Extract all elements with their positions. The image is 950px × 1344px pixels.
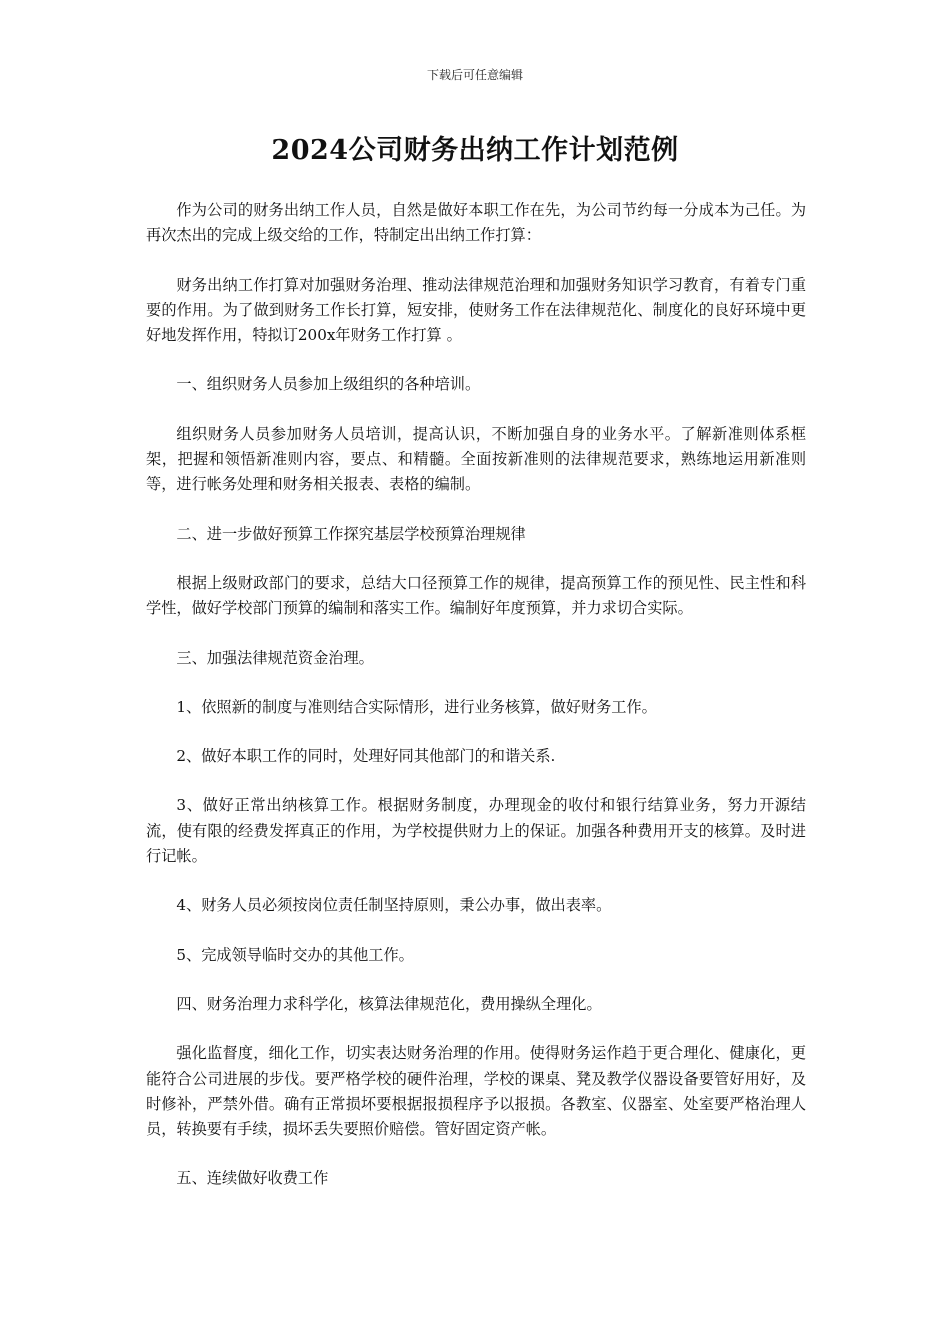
paragraph-supervision: 强化监督度，细化工作，切实表达财务治理的作用。使得财务运作趋于更合理化、健康化，更能符合公司进展的步伐。要严格学校的硬件治理，学校的课桌、凳及教学仪器设备要管好用好，及时修补，严禁外借。确有正常损坏要根据报损程序予以报损。各教室、仪器室、处室要严格治理人员，转换要有手续，损坏丢失要照价赔偿。管好固定资产帐。 [146, 1044, 806, 1139]
header-note: 下载后可任意编辑 [426, 68, 523, 82]
section-heading-4: 四、财务治理力求科学化，核算法律规范化，费用操纵全理化。 [176, 994, 602, 1013]
paragraph-intro: 作为公司的财务出纳工作人员，自然是做好本职工作在先，为公司节约每一分成本为己任。为再次杰出的完成上级交给的工作，特制定出出纳工作打算： [146, 201, 806, 245]
paragraph-purpose: 财务出纳工作打算对加强财务治理、推动法律规范治理和加强财务知识学习教育，有着专门重要的作用。为了做到财务工作长打算，短安排，使财务工作在法律规范化、制度化的良好环境中更好地发挥作用，特拟订200x年财务工作打算 。 [146, 275, 806, 345]
section-heading-2: 二、进一步做好预算工作探究基层学校预算治理规律 [176, 524, 526, 543]
paragraph-training: 组织财务人员参加财务人员培训，提高认识，不断加强自身的业务水平。了解新准则体系框架，把握和领悟新准则内容，要点、和精髓。全面按新准则的法律规范要求，熟练地运用新准则等，进行帐务处理和财务相关报表、表格的编制。 [146, 424, 806, 494]
section-heading-5: 五、连续做好收费工作 [176, 1169, 329, 1188]
list-item-5: 5、完成领导临时交办的其他工作。 [176, 945, 414, 964]
document-title: 2024公司财务出纳工作计划范例 [271, 135, 679, 166]
list-item-2: 2、做好本职工作的同时，处理好同其他部门的和谐关系. [176, 747, 556, 766]
paragraph-budget: 根据上级财政部门的要求，总结大口径预算工作的规律，提高预算工作的预见性、民主性和科学性，做好学校部门预算的编制和落实工作。编制好年度预算，并力求切合实际。 [146, 573, 806, 618]
list-item-1: 1、依照新的制度与准则结合实际情形，进行业务核算，做好财务工作。 [176, 697, 657, 716]
document-body [146, 198, 806, 1192]
section-heading-3: 三、加强法律规范资金治理。 [176, 648, 374, 667]
list-item-4: 4、财务人员必须按岗位责任制坚持原则，秉公办事，做出表率。 [176, 896, 612, 915]
list-item-3: 3、做好正常出纳核算工作。根据财务制度，办理现金的收付和银行结算业务，努力开源结流，使有限的经费发挥真正的作用，为学校提供财力上的保证。加强各种费用开支的核算。及时进行记帐。 [146, 796, 806, 866]
section-heading-1: 一、组织财务人员参加上级组织的各种培训。 [176, 375, 481, 394]
